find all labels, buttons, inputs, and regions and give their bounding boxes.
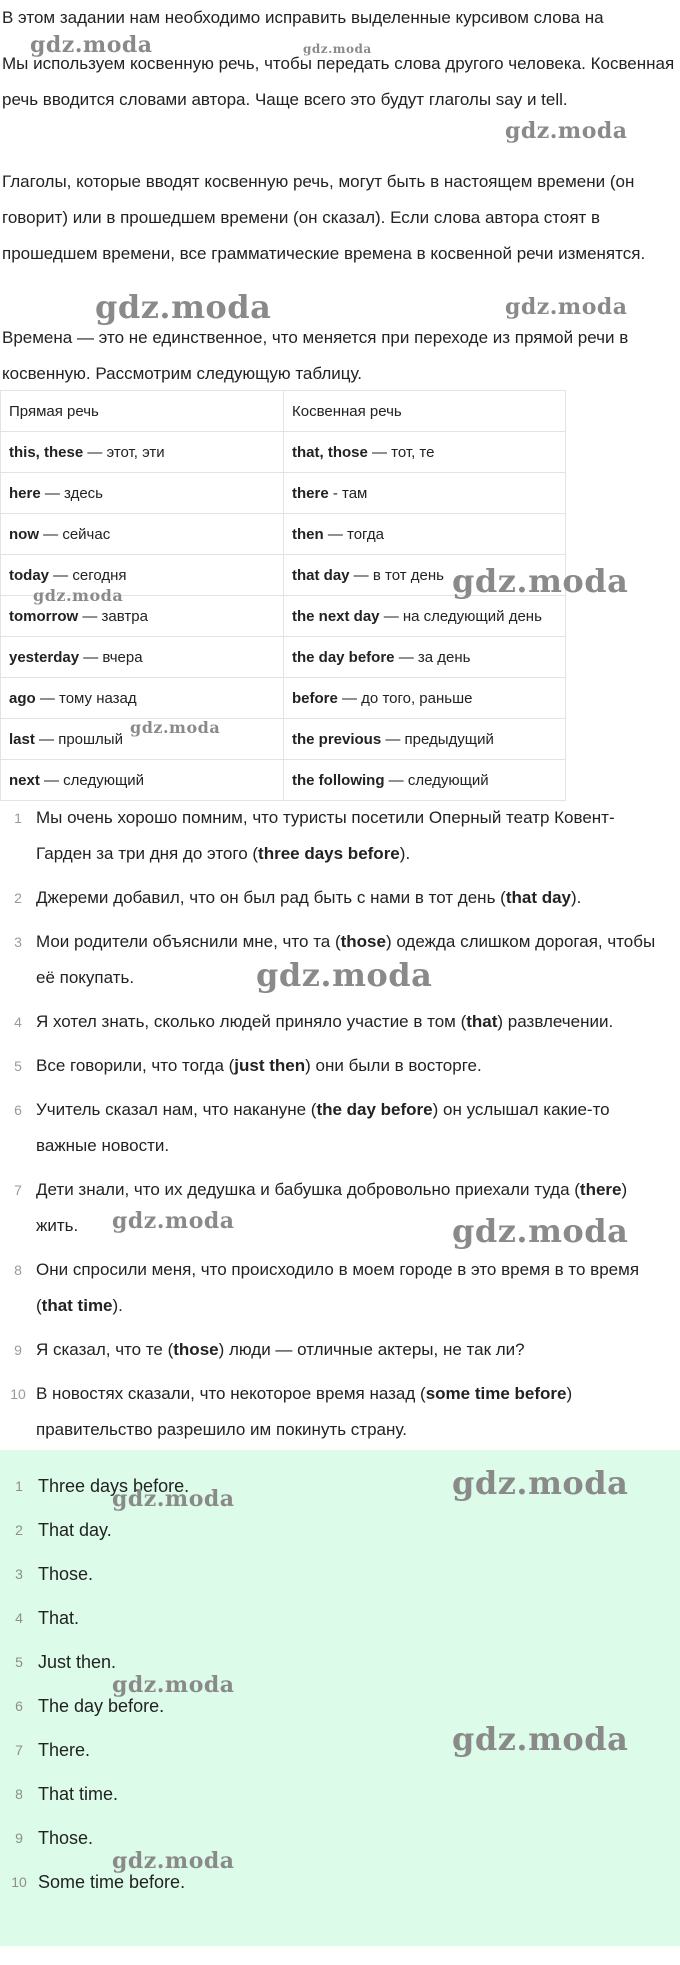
translation: — сегодня (49, 566, 127, 584)
task-number: 6 (14, 1102, 22, 1118)
table-row (1, 719, 566, 760)
task-text-part: Мои родители объяснили мне, что та ( (36, 932, 341, 951)
table-cell-indirect (284, 555, 566, 596)
task-answer-hint: some time before (425, 1384, 567, 1403)
task-text-part: ) одежда слишком дорогая, чтобы её покупать. (36, 932, 656, 987)
intro-paragraph-4: Времена — это не единственное, что меняется при переходе из прямой речи в косвенную. Рассмотрим следующую таблицу. (2, 328, 629, 383)
watermark: gdz.moda (130, 718, 221, 737)
watermark: gdz.moda (112, 1208, 235, 1234)
task-number: 3 (14, 934, 22, 950)
intro-paragraph-1: В этом задании нам необходимо исправить выделенные курсивом слова на (2, 8, 604, 27)
task-item (0, 1172, 680, 1244)
table-header-indirect: Косвенная речь (284, 391, 566, 432)
answer-item (0, 1640, 116, 1684)
table-row (1, 678, 566, 719)
term: the day before (292, 648, 395, 666)
term: the previous (292, 730, 382, 748)
answer-text: Those. (38, 1563, 94, 1584)
table-cell-direct (1, 678, 284, 719)
task-item (0, 1004, 680, 1040)
task-text-part: В новостях сказали, что некоторое время назад ( (36, 1384, 426, 1403)
task-text-part: Я сказал, что те ( (36, 1340, 174, 1359)
task-item (0, 1092, 680, 1164)
term: last (9, 730, 35, 748)
task-text (36, 1048, 666, 1084)
task-answer-hint: just then (234, 1056, 306, 1075)
table-cell-indirect (284, 596, 566, 637)
watermark: gdz.moda (505, 118, 628, 144)
table-cell-indirect (284, 637, 566, 678)
reported-speech-table (0, 390, 566, 801)
task-item (0, 1048, 680, 1084)
task-number: 5 (14, 1058, 22, 1074)
answer-number: 6 (15, 1698, 23, 1714)
term: today (9, 566, 50, 584)
task-item (0, 1332, 680, 1368)
task-text (36, 1252, 666, 1324)
task-text-part: Джереми добавил, что он был рад быть с нами в тот день ( (36, 888, 506, 907)
translation: — в тот день (349, 566, 444, 584)
table-cell-direct (1, 719, 284, 760)
answer-number: 3 (15, 1566, 23, 1582)
task-text (36, 1332, 666, 1368)
term: the next day (292, 607, 380, 625)
answer-number: 9 (15, 1830, 23, 1846)
translation: — предыдущий (381, 730, 494, 748)
term: now (9, 525, 39, 543)
term: before (292, 689, 338, 707)
watermark: gdz.moda (33, 586, 124, 605)
task-answer-hint: that (466, 1012, 498, 1031)
table-cell-direct (1, 637, 284, 678)
translation: — вчера (79, 648, 143, 666)
translation: — тот, те (367, 443, 435, 461)
term: ago (9, 689, 36, 707)
watermark: gdz.moda (256, 956, 433, 994)
answer-text: Just then. (38, 1651, 117, 1672)
intro-paragraph-3: Глаголы, которые вводят косвенную речь, могут быть в настоящем времени (он говорит) или в прошедшем времени (он сказал). Если слова автора стоят в прошедшем времени, все грамматические времена в косвенной речи изменятся. (2, 172, 646, 263)
task-text-part: Все говорили, что тогда ( (36, 1056, 235, 1075)
answer-text: That day. (38, 1519, 112, 1540)
task-text (36, 1376, 666, 1448)
answer-item (0, 1772, 118, 1816)
table-row (1, 596, 566, 637)
table-row (1, 760, 566, 801)
task-answer-hint: those (173, 1340, 219, 1359)
task-item (0, 880, 680, 916)
watermark: gdz.moda (452, 562, 629, 600)
answer-item (0, 1552, 93, 1596)
task-text-part: Мы очень хорошо помним, что туристы посетили Оперный театр Ковент-Гарден за три дня до этого ( (36, 808, 615, 863)
task-text-part: ) правительство разрешило им покинуть страну. (36, 1384, 573, 1439)
task-text-part: Они спросили меня, что происходило в моем городе в это время в то время ( (36, 1260, 640, 1315)
task-text-part: ) развлечении. (497, 1012, 614, 1031)
table-cell-indirect (284, 473, 566, 514)
answer-text: Three days before. (38, 1475, 190, 1496)
translation: - там (328, 484, 368, 502)
task-number: 10 (10, 1386, 26, 1402)
answer-item (0, 1684, 164, 1728)
task-answer-hint: three days before (258, 844, 400, 863)
task-text (36, 800, 666, 872)
task-answer-hint: that time (41, 1296, 113, 1315)
term: the following (292, 771, 385, 789)
translation: — следующий (384, 771, 489, 789)
translation: — здесь (40, 484, 103, 502)
table-header-row (1, 391, 566, 432)
term: this, these (9, 443, 84, 461)
table-cell-indirect (284, 678, 566, 719)
task-list (0, 800, 680, 1456)
term: that, those (292, 443, 368, 461)
answer-number: 5 (15, 1654, 23, 1670)
term: there (292, 484, 329, 502)
translation: — до того, раньше (337, 689, 473, 707)
table-cell-direct (1, 514, 284, 555)
term: then (292, 525, 324, 543)
answer-item (0, 1728, 90, 1772)
task-text-part: ) жить. (36, 1180, 628, 1235)
term: yesterday (9, 648, 80, 666)
answer-text: Those. (38, 1827, 94, 1848)
table-row (1, 473, 566, 514)
table-cell-indirect (284, 514, 566, 555)
answer-text: The day before. (38, 1695, 165, 1716)
table-cell-direct (1, 473, 284, 514)
intro-paragraph-2: Мы используем косвенную речь, чтобы передать слова другого человека. Косвенная речь вводится словами автора. Чаще всего это будут глаголы say и tell. (2, 54, 675, 109)
watermark: gdz.moda (112, 1672, 235, 1698)
term: tomorrow (9, 607, 79, 625)
task-text-part: Я хотел знать, сколько людей приняло участие в том ( (36, 1012, 467, 1031)
term: that day (292, 566, 350, 584)
watermark: gdz.moda (112, 1848, 235, 1874)
task-text (36, 880, 666, 916)
answer-item (0, 1508, 112, 1552)
answer-item (0, 1596, 79, 1640)
translation: — завтра (78, 607, 148, 625)
task-number: 9 (14, 1342, 22, 1358)
answer-text: That. (38, 1607, 80, 1628)
watermark: gdz.moda (95, 288, 272, 326)
task-text (36, 1172, 666, 1244)
translation: — тогда (323, 525, 384, 543)
task-text-part: ). (112, 1296, 123, 1315)
task-text (36, 1092, 666, 1164)
answer-number: 4 (15, 1610, 23, 1626)
task-text-part: Дети знали, что их дедушка и бабушка добровольно приехали туда ( (36, 1180, 580, 1199)
watermark: gdz.moda (303, 42, 372, 56)
task-answer-hint: there (579, 1180, 622, 1199)
answer-text: There. (38, 1739, 91, 1760)
translation: — следующий (39, 771, 145, 789)
table-cell-direct (1, 596, 284, 637)
task-text (36, 924, 666, 996)
answer-item (0, 1860, 185, 1904)
answers-block (0, 1450, 680, 1946)
table-cell-direct (1, 555, 284, 596)
watermark: gdz.moda (452, 1464, 629, 1502)
table-cell-indirect (284, 719, 566, 760)
task-text-part: ). (571, 888, 582, 907)
task-number: 1 (14, 810, 22, 826)
translation: — прошлый (34, 730, 123, 748)
task-item (0, 924, 680, 996)
watermark: gdz.moda (30, 32, 153, 58)
answer-item (0, 1464, 189, 1508)
watermark: gdz.moda (112, 1486, 235, 1512)
table-row (1, 432, 566, 473)
translation: — тому назад (35, 689, 137, 707)
task-answer-hint: the day before (316, 1100, 433, 1119)
task-text-part: ) люди — отличные актеры, не так ли? (218, 1340, 525, 1359)
task-text-part: Учитель сказал нам, что накануне ( (36, 1100, 317, 1119)
task-number: 7 (14, 1182, 22, 1198)
translation: — этот, эти (83, 443, 165, 461)
term: here (9, 484, 41, 502)
table-cell-indirect (284, 760, 566, 801)
term: next (9, 771, 40, 789)
table-row (1, 514, 566, 555)
watermark: gdz.moda (452, 1212, 629, 1250)
translation: — сейчас (39, 525, 111, 543)
answer-number: 8 (15, 1786, 23, 1802)
table-cell-direct (1, 760, 284, 801)
translation: — на следующий день (379, 607, 542, 625)
table-row (1, 637, 566, 678)
task-text-part: ) он услышал какие-то важные новости. (36, 1100, 610, 1155)
task-item (0, 1252, 680, 1324)
answer-number: 2 (15, 1522, 23, 1538)
table-cell-indirect (284, 432, 566, 473)
watermark: gdz.moda (452, 1720, 629, 1758)
task-text-part: ). (399, 844, 411, 863)
task-item (0, 1376, 680, 1448)
task-answer-hint: that day (505, 888, 571, 907)
task-text-part: ) они были в восторге. (305, 1056, 482, 1075)
answer-number: 7 (15, 1742, 23, 1758)
table-row (1, 555, 566, 596)
table-cell-direct (1, 432, 284, 473)
task-number: 4 (14, 1014, 22, 1030)
answer-number: 1 (15, 1478, 23, 1494)
answer-text: Some time before. (38, 1871, 186, 1892)
task-answer-hint: those (340, 932, 386, 951)
task-item (0, 800, 680, 872)
translation: — за день (394, 648, 471, 666)
answer-text: That time. (38, 1783, 119, 1804)
task-number: 8 (14, 1262, 22, 1278)
task-text (36, 1004, 666, 1040)
answer-item (0, 1816, 93, 1860)
watermark: gdz.moda (505, 294, 628, 320)
answer-number: 10 (11, 1874, 27, 1890)
task-number: 2 (14, 890, 22, 906)
table-header-direct: Прямая речь (1, 391, 284, 432)
